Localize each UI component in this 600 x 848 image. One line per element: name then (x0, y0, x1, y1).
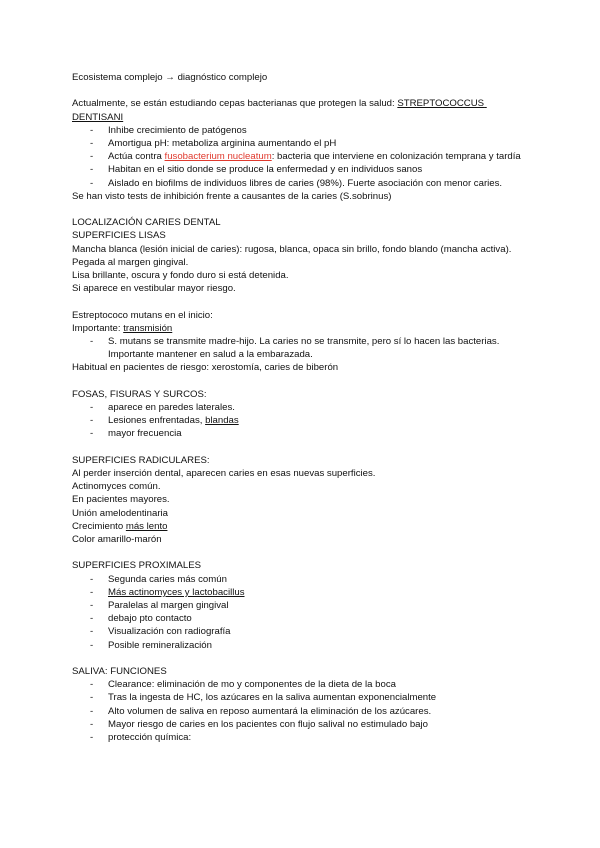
section-heading: SUPERFICIES RADICULARES: (72, 454, 210, 466)
text-line: Si aparece en vestibular mayor riesgo. (72, 283, 236, 295)
text-line (72, 520, 532, 533)
list-item: - protección química: (72, 731, 532, 744)
important-line (72, 322, 532, 335)
list-item: - Amortigua pH: metaboliza arginina aumentando el pH (72, 137, 532, 150)
list-item: - mayor frecuencia (72, 427, 532, 440)
list-item (72, 150, 532, 163)
section-heading: LOCALIZACIÓN CARIES DENTAL (72, 217, 221, 229)
list-item: - Segunda caries más común (72, 573, 532, 586)
prox-list (72, 573, 532, 652)
list-item: - Aislado en biofilms de individuos libres de caries (98%). Fuerte asociación con menor caries. (72, 177, 532, 190)
intro-list (72, 124, 532, 190)
list-item: - Clearance: eliminación de mo y componentes de la dieta de la boca (72, 678, 532, 691)
intro-lead: Actualmente, se están estudiando cepas bacterianas que protegen la salud: (72, 98, 398, 110)
text-line: Estreptococo mutans en el inicio: (72, 309, 213, 321)
dentisani-link[interactable]: STREPTOCOCCUS DENTISANI (72, 98, 487, 123)
text-line: Al perder inserción dental, aparecen caries en esas nuevas superficies. (72, 468, 376, 480)
list-item (72, 335, 532, 361)
text-line: Color amarillo-marón (72, 534, 162, 546)
text-line: Mancha blanca (lesión inicial de caries): rugosa, blanca, opaca sin brillo, fondo blando (mancha activa). Pegada al margen gingival. (72, 243, 515, 268)
title-line: Ecosistema complejo → diagnóstico complejo (72, 72, 268, 83)
list-item (72, 414, 532, 427)
list-item: - debajo pto contacto (72, 612, 532, 625)
list-item-text: Lesiones enfrentadas, (108, 415, 206, 427)
section-heading: FOSAS, FISURAS Y SURCOS: (72, 388, 207, 400)
tests-line: Se han visto tests de inhibición frente a causantes de la caries (S.sobrinus) (72, 190, 392, 202)
b3-pre: Actúa contra (108, 151, 165, 163)
intro-paragraph (72, 97, 532, 123)
section-heading: SUPERFICIES PROXIMALES (72, 560, 202, 572)
list-item: - Posible remineralización (72, 639, 532, 652)
subsection-heading: SUPERFICIES LISAS (72, 230, 166, 242)
text-line: En pacientes mayores. (72, 494, 170, 506)
list-item: - Inhibe crecimiento de patógenos (72, 124, 532, 137)
important-label: Importante: (72, 322, 124, 334)
list-item: - Alto volumen de saliva en reposo aumentará la eliminación de los azúcares. (72, 705, 532, 718)
b3-post: : bacteria que interviene en colonización temprana y tardía (271, 151, 521, 163)
list-item: - Mayor riesgo de caries en los pacientes con flujo salival no estimulado bajo (72, 718, 532, 731)
list-item: - aparece en paredes laterales. (72, 401, 532, 414)
text-line: Lisa brillante, oscura y fondo duro si está detenida. (72, 270, 289, 282)
document-page (72, 71, 532, 744)
fusobacterium-link[interactable]: fusobacterium nucleatum (164, 151, 272, 163)
fosas-list (72, 401, 532, 441)
mas-lento-link[interactable]: más lento (125, 520, 168, 532)
text-line: Unión amelodentinaria (72, 507, 168, 519)
section-heading: SALIVA: FUNCIONES (72, 666, 167, 678)
list-item: - Habitan en el sitio donde se produce la enfermedad y en individuos sanos (72, 163, 532, 176)
list-item-text: Importante mantener en salud a la embarazada. (108, 349, 313, 361)
actinomyces-link[interactable]: Más actinomyces y lactobacillus (108, 586, 245, 598)
transmision-link[interactable]: transmisión (123, 322, 173, 334)
mutans-list (72, 335, 532, 361)
list-item: - Visualización con radiografía (72, 625, 532, 638)
crecimiento-label: Crecimiento (72, 520, 126, 532)
list-item (72, 586, 532, 599)
blandas-link[interactable]: blandas (205, 415, 239, 427)
saliva-list (72, 678, 532, 744)
text-line: Habitual en pacientes de riesgo: xerostomía, caries de biberón (72, 362, 339, 374)
list-item-text: S. mutans se transmite madre-hijo. La caries no se transmite, pero sí lo hacen las bacterias. (108, 336, 500, 348)
text-line: Actinomyces común. (72, 481, 161, 493)
list-item: - Paralelas al margen gingival (72, 599, 532, 612)
list-item: - Tras la ingesta de HC, los azúcares en la saliva aumentan exponencialmente (72, 691, 532, 704)
